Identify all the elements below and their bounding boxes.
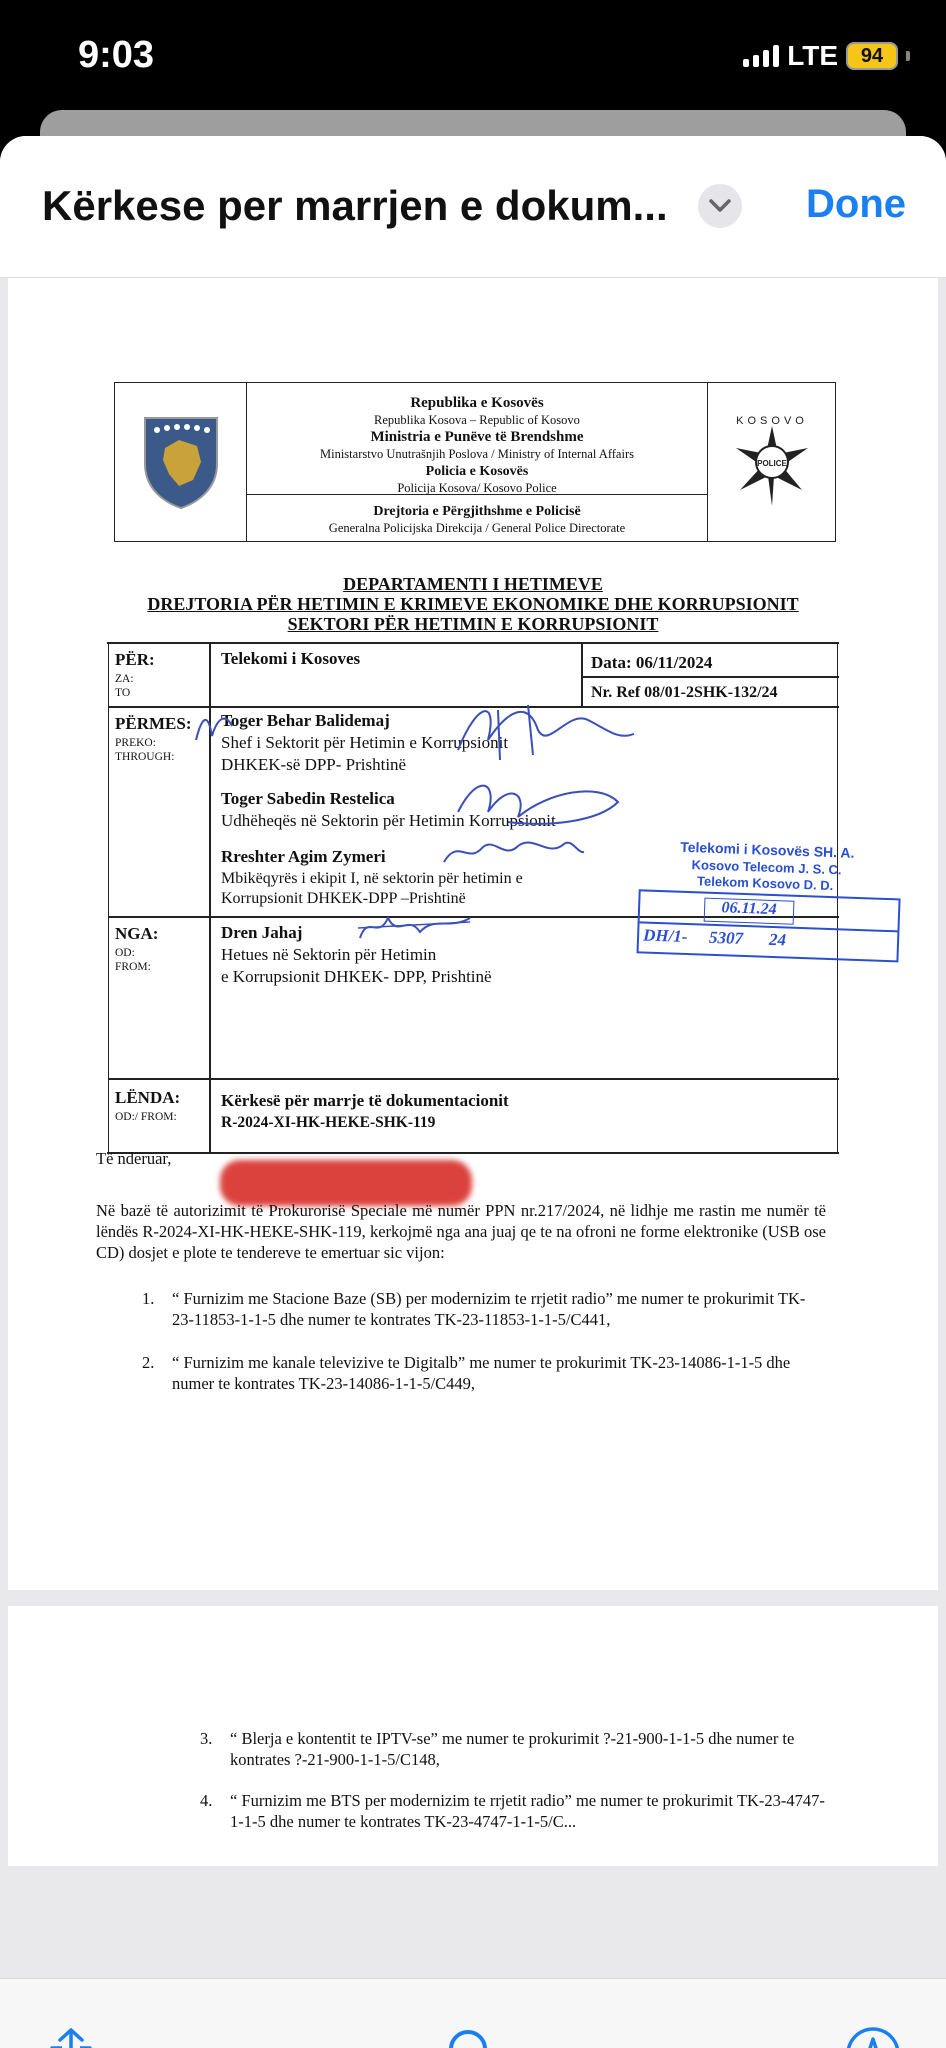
- signature-2: [448, 772, 628, 832]
- letterhead-ministry-translations: Ministarstvo Unutrašnjih Poslova / Ministry of Internal Affairs: [320, 447, 634, 461]
- search-button[interactable]: [438, 2019, 508, 2048]
- svg-text:POLICE: POLICE: [756, 459, 787, 468]
- person3-role: Mbikëqyrës i ekipit I, në sektorin për hetimin e: [221, 870, 523, 887]
- cellular-signal-icon: [743, 45, 779, 67]
- letterhead-text: [247, 383, 707, 541]
- stamp-line1: Telekomi i Kosovës SH. A.: [679, 838, 855, 861]
- letterhead-police: Policia e Kosovës: [425, 464, 529, 479]
- greeting: Të nderuar,: [96, 1149, 172, 1168]
- date-ref-divider: [581, 676, 839, 678]
- signature-3: [438, 834, 588, 870]
- network-type: LTE: [787, 40, 838, 71]
- letterhead-republic: Republika e Kosovës: [410, 395, 544, 411]
- request-paragraph: Në bazë të autorizimit të Prokurorisë Speciale më numër PPN nr.217/2024, në lidhje me rastin me numër të lëndës R-2024-XI-HK-HEKE-SHK-119, kerkojmë nga ana juaj qe te na ofroni ne forme elektronike (USB ose CD) dosjet e plote te tendereve te emertuar sic vijon:: [96, 1201, 826, 1262]
- person2-role: Udhëheqës në Sektorin për Hetimin Korrupsionit: [221, 811, 556, 830]
- from-sublabel: OD: FROM:: [115, 947, 151, 973]
- table-border: [107, 642, 839, 644]
- to-sublabel: ZA: TO: [115, 673, 134, 699]
- sender-role: Hetues në Sektorin për Hetimin: [221, 945, 437, 964]
- heading-department: DEPARTAMENTI I HETIMEVE: [343, 574, 603, 594]
- stamp-line3: Telekom Kosovo D. D.: [696, 873, 834, 894]
- row-divider: [109, 1078, 839, 1080]
- list-item: 3. “ Blerja e kontentit te IPTV-se” me numer te prokurimit ?-21-900-1-1-5 dhe numer te kontrates ?-21-900-1-1-5/C148,: [200, 1729, 795, 1769]
- letterhead-directorate: Drejtoria e Përgjithshme e Policisë: [373, 504, 581, 519]
- stamp-line2: Kosovo Telecom J. S. C.: [691, 857, 842, 878]
- document-title[interactable]: Kërkese per marrjen e dokum...: [42, 182, 668, 229]
- letterhead-republic-translations: Republika Kosova – Republic of Kosovo: [374, 413, 580, 427]
- list-item: 1. “ Furnizim me Stacione Baze (SB) per modernizim te rrjetit radio” me numer te prokurimit TK-23-11853-1-1-5 dhe numer te kontrates TK-23-11853-1-1-5/C441,: [142, 1289, 806, 1329]
- letterhead-directorate-translations: Generalna Policijska Direkcija / General Police Directorate: [328, 521, 626, 535]
- stamp-box: [637, 889, 901, 962]
- subject-label: LËNDA:: [115, 1088, 181, 1107]
- list-item: 4. “ Furnizim me BTS per modernizim te rrjetit radio” me numer te prokurimit TK-23-4747-1-1-5 dhe numer te kontrates TK-23-4747-1-1-5/C...: [200, 1791, 825, 1831]
- to-recipient: Telekomi i Kosoves: [221, 649, 361, 668]
- list-item: 2. “ Furnizim me kanale televizive te Digitalb” me numer te prokurimit TK-23-14086-1-1-5 dhe numer te kontrates TK-23-14086-1-1-5/C449,: [142, 1353, 791, 1393]
- letterhead-police-translations: Policija Kosova/ Kosovo Police: [397, 481, 557, 495]
- share-icon: [46, 2026, 96, 2048]
- stamp-date: 06.11.24: [704, 898, 795, 925]
- document-page-2: [8, 1606, 938, 1866]
- share-button[interactable]: [36, 2019, 106, 2048]
- kosovo-police-seal-icon: [707, 383, 835, 541]
- memo-reference: Nr. Ref 08/01-2SHK-132/24: [591, 684, 778, 701]
- battery-tip: [906, 51, 910, 61]
- letterhead-ministry: Ministria e Punëve të Brendshme: [370, 429, 584, 445]
- letterhead: [114, 382, 836, 542]
- to-label: PËR:: [115, 650, 155, 669]
- svg-text:KOSOVO: KOSOVO: [735, 415, 808, 427]
- initials-mark: [192, 706, 242, 746]
- through-label: PËRMES:: [115, 714, 192, 733]
- receipt-stamp: [635, 833, 910, 992]
- subject-case-number: R-2024-XI-HK-HEKE-SHK-119: [221, 1114, 436, 1131]
- from-label: NGA:: [115, 924, 159, 943]
- battery-icon: 94: [846, 42, 898, 70]
- sender-unit: e Korrupsionit DHKEK- DPP, Prishtinë: [221, 967, 492, 986]
- markup-icon: [844, 2025, 902, 2048]
- person1-role: Shef i Sektorit për Hetimin e Korrupsionit: [221, 733, 509, 752]
- status-indicators: [743, 40, 910, 72]
- memo-date: Data: 06/11/2024: [591, 653, 713, 672]
- stamp-number: 5307: [708, 927, 744, 948]
- document-viewer[interactable]: [0, 278, 946, 1978]
- person2-name: Toger Sabedin Restelica: [221, 789, 395, 808]
- kosovo-coat-of-arms-icon: [115, 383, 247, 541]
- chevron-down-icon: [709, 199, 731, 213]
- signature-4: [354, 908, 474, 948]
- signature-1: [438, 690, 638, 770]
- stamp-year: 24: [768, 929, 787, 950]
- heading-sector: SEKTORI PËR HETIMIN E KORRUPSIONIT: [287, 614, 659, 634]
- subject-title: Kërkesë për marrje të dokumentacionit: [221, 1091, 509, 1110]
- heading-directorate: DREJTORIA PËR HETIMIN E KRIMEVE EKONOMIKE DHE KORRUPSIONIT: [147, 594, 799, 614]
- person3-name: Rreshter Agim Zymeri: [221, 847, 386, 866]
- sender-name: Dren Jahaj: [221, 923, 303, 942]
- stamp-registry: DH/1-: [642, 925, 688, 947]
- viewer-header: [0, 136, 946, 278]
- through-sublabel: PREKO: THROUGH:: [115, 737, 175, 763]
- subject-sublabel: OD:/ FROM:: [115, 1111, 177, 1123]
- bottom-toolbar: [0, 1978, 946, 2048]
- markup-button[interactable]: [838, 2019, 908, 2048]
- person1-unit: DHKEK-së DPP- Prishtinë: [221, 755, 407, 774]
- document-sheet: [0, 136, 946, 2048]
- person3-unit: Korrupsionit DHKEK-DPP –Prishtinë: [221, 890, 466, 907]
- status-time: 9:03: [78, 34, 155, 76]
- person1-name: Toger Behar Balidemaj: [221, 711, 390, 730]
- status-bar: [0, 0, 946, 118]
- title-menu-button[interactable]: [698, 184, 742, 228]
- document-page-1: [8, 278, 938, 1590]
- done-button[interactable]: Done: [806, 182, 906, 226]
- search-icon: [445, 2026, 501, 2048]
